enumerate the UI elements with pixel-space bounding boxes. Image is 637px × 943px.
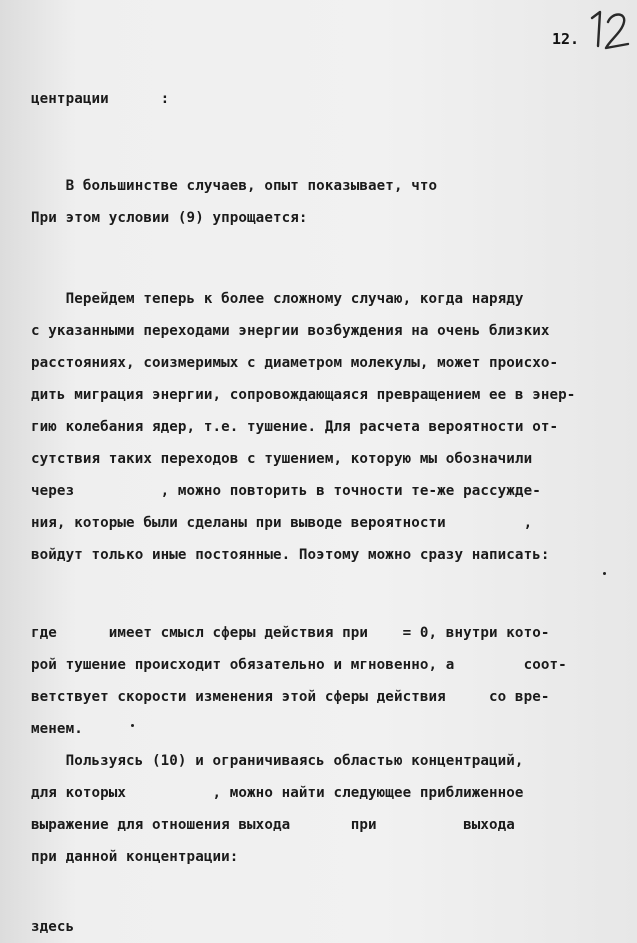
text-line-9: сутствия таких переходов с тушением, которую мы обозначили xyxy=(31,451,533,467)
text-line-13: где имеет смысл сферы действия при = 0, внутри кото- xyxy=(31,625,550,641)
text-line-5: с указанными переходами энергии возбуждения на очень близких xyxy=(31,323,550,339)
text-line-21: здесь xyxy=(31,919,75,935)
text-line-20: при данной концентрации: xyxy=(31,849,239,865)
text-line-4: Перейдем теперь к более сложному случаю, когда наряду xyxy=(31,291,524,307)
text-line-12: войдут только иные постоянные. Поэтому можно сразу написать: xyxy=(31,547,550,563)
handwritten-page-number xyxy=(586,8,636,52)
page-number: 12. xyxy=(552,30,580,48)
text-line-1: центрации : xyxy=(31,91,170,107)
text-line-2: В большинстве случаев, опыт показывает, что xyxy=(31,178,438,194)
text-line-3: При этом условии (9) упрощается: xyxy=(31,210,308,226)
text-line-17: Пользуясь (10) и ограничиваясь областью концентраций, xyxy=(31,753,524,769)
text-line-8: гию колебания ядер, т.е. тушение. Для расчета вероятности от- xyxy=(31,419,559,435)
text-line-7: дить миграция энергии, сопровождающаяся превращением ее в энер- xyxy=(31,387,576,403)
text-line-6: расстояниях, соизмеримых с диаметром молекулы, может происхо- xyxy=(31,355,559,371)
text-line-18: для которых , можно найти следующее приближенное xyxy=(31,785,524,801)
ink-speck xyxy=(131,724,134,727)
text-line-16: менем. xyxy=(31,721,83,737)
text-line-14: рой тушение происходит обязательно и мгновенно, а соот- xyxy=(31,657,567,673)
ink-speck xyxy=(603,572,606,575)
text-line-10: через , можно повторить в точности те-же рассужде- xyxy=(31,483,541,499)
text-line-19: выражение для отношения выхода при выхода xyxy=(31,817,515,833)
text-line-15: ветствует скорости изменения этой сферы действия со вре- xyxy=(31,689,550,705)
text-line-11: ния, которые были сделаны при выводе вероятности , xyxy=(31,515,533,531)
